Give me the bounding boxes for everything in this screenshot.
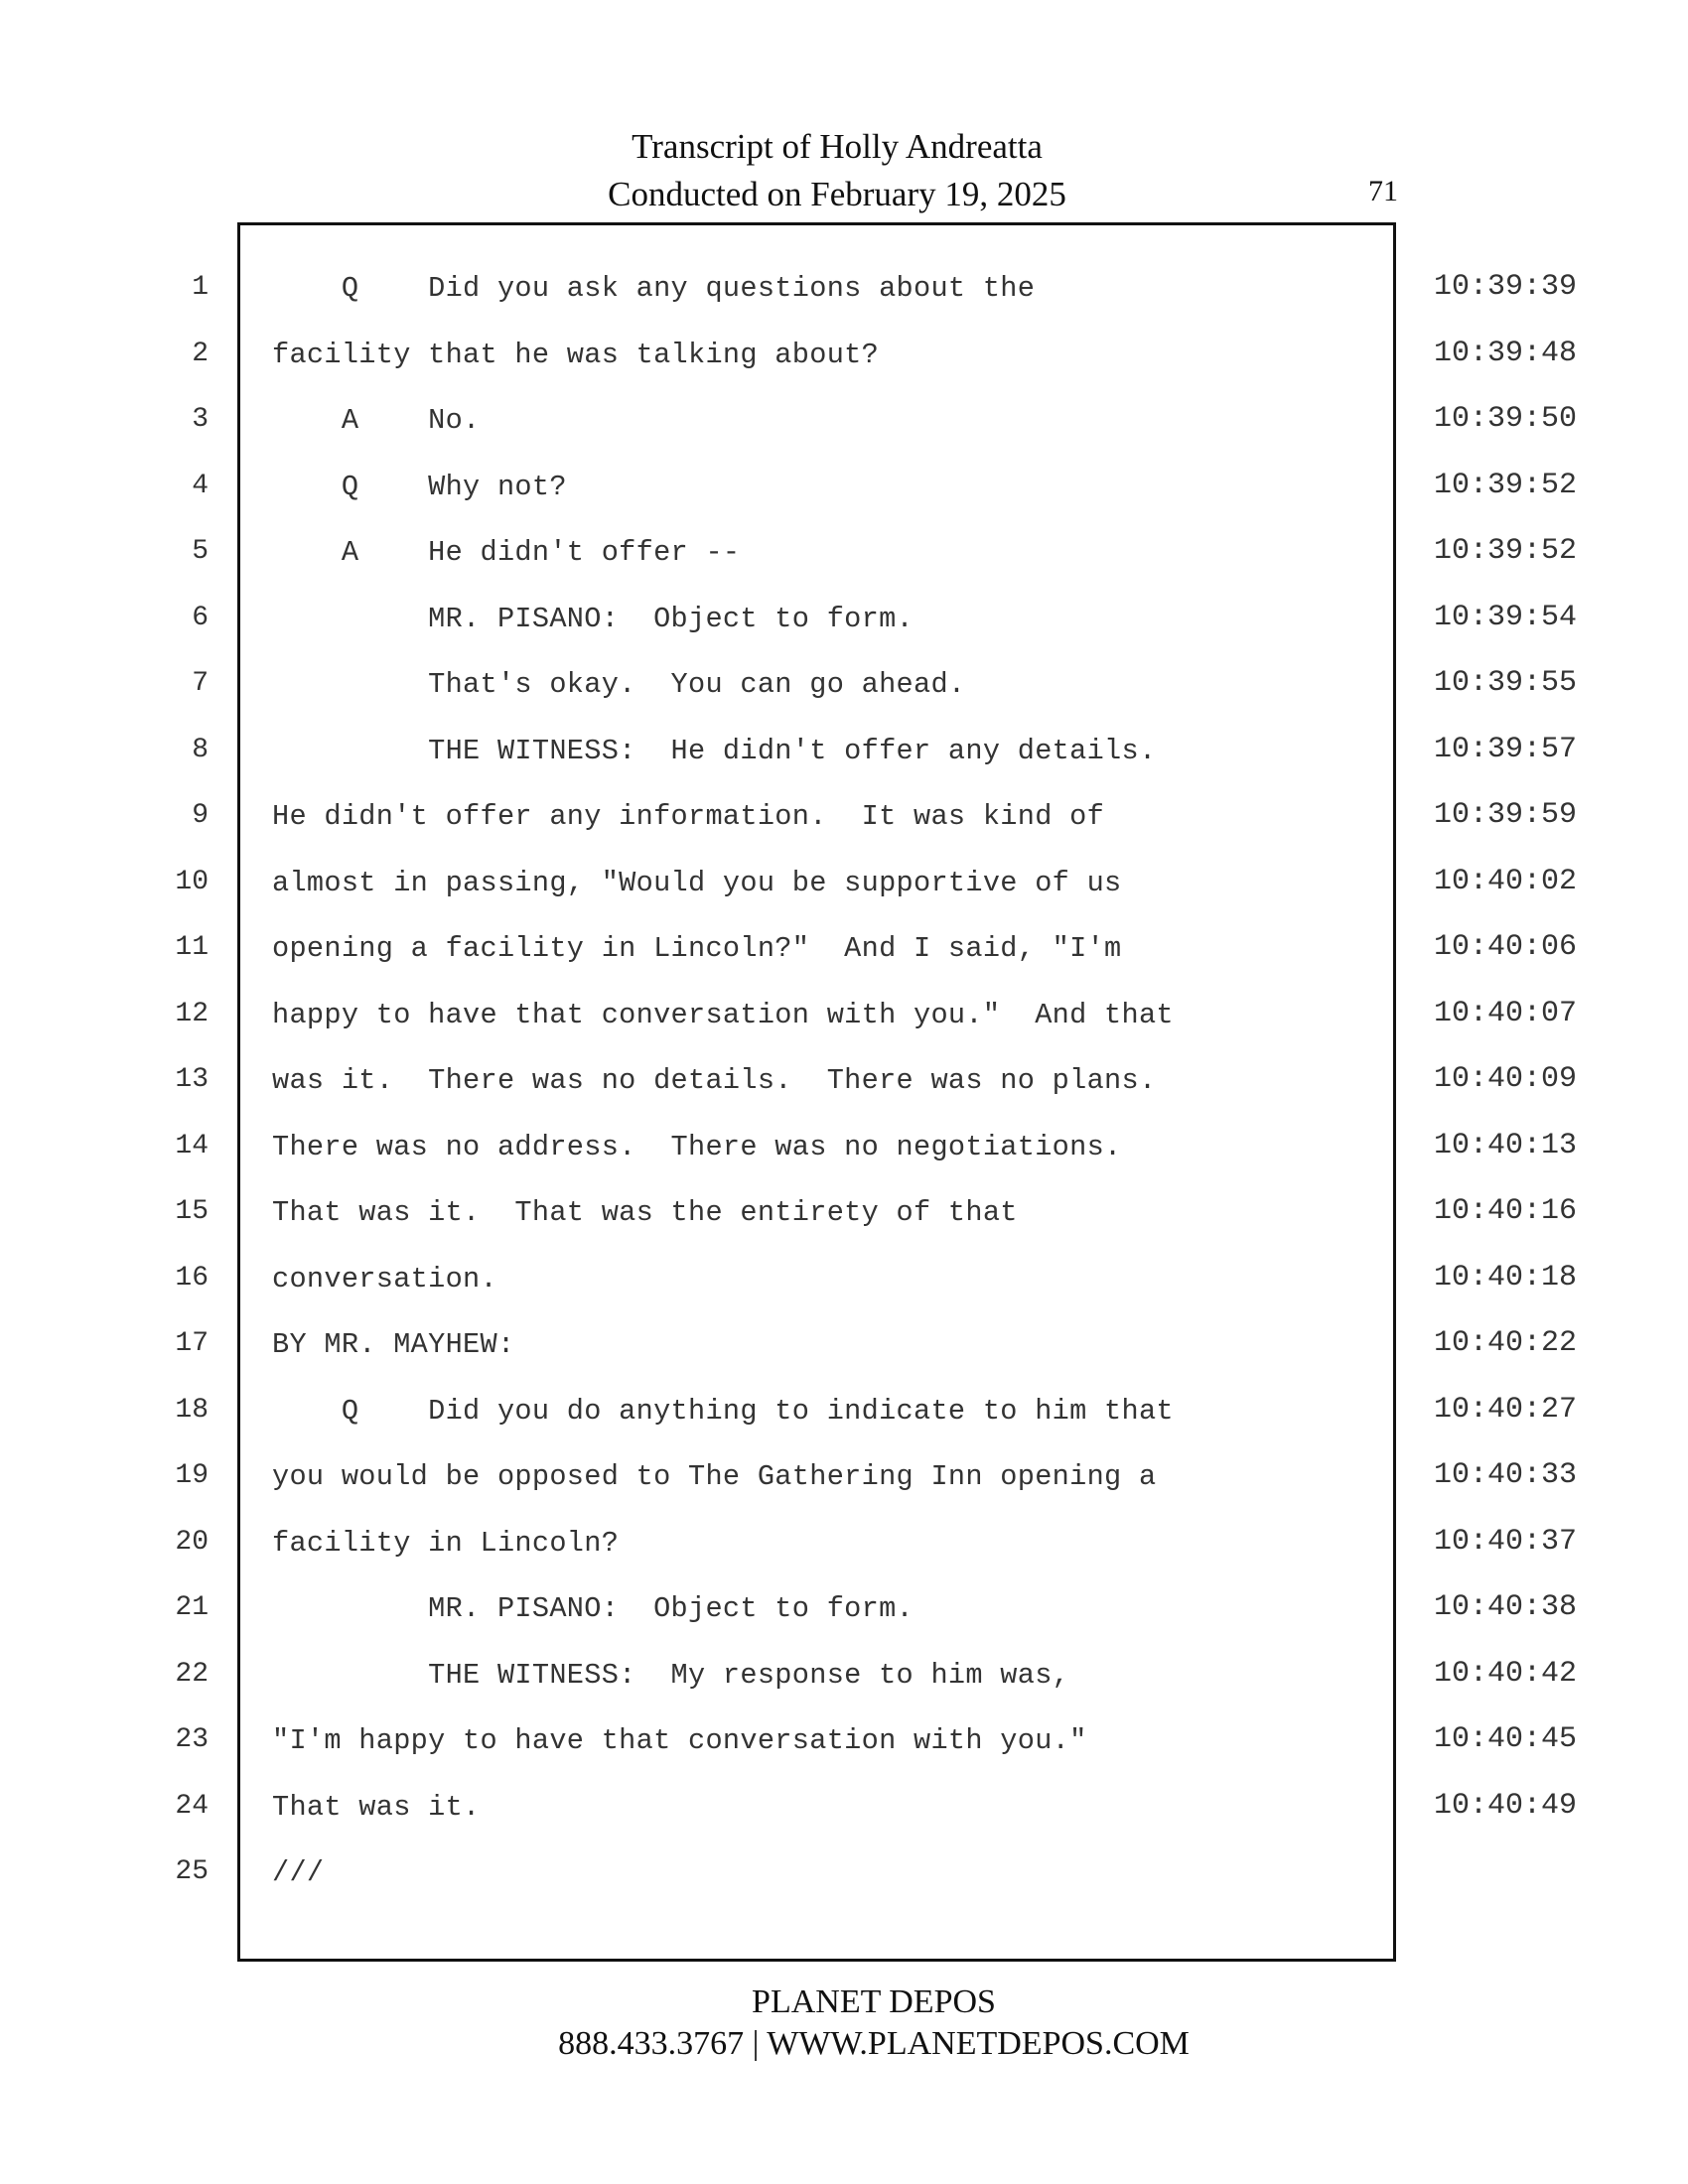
line-number: 10: [175, 867, 209, 897]
line-number: 5: [192, 536, 209, 567]
line-timestamp: 10:39:48: [1434, 337, 1578, 370]
line-number: 1: [192, 272, 209, 303]
line-text: Q Did you do anything to indicate to him that: [272, 1395, 1174, 1428]
line-text: A No.: [272, 404, 481, 437]
line-text: He didn't offer any information. It was kind of: [272, 800, 1105, 833]
line-number: 21: [175, 1592, 209, 1623]
line-text: opening a facility in Lincoln?" And I said, "I'm: [272, 932, 1122, 965]
line-timestamp: 10:40:06: [1434, 930, 1578, 964]
line-number: 9: [192, 800, 209, 831]
line-timestamp: 10:40:22: [1434, 1326, 1578, 1360]
line-text: MR. PISANO: Object to form.: [272, 1592, 914, 1625]
line-number: 6: [192, 603, 209, 633]
line-timestamp: 10:40:45: [1434, 1722, 1578, 1756]
footer-contact: 888.433.3767 | WWW.PLANETDEPOS.COM: [558, 2025, 1190, 2062]
line-number: 17: [175, 1328, 209, 1359]
line-timestamp: 10:39:39: [1434, 270, 1578, 304]
line-number: 20: [175, 1527, 209, 1558]
line-text: conversation.: [272, 1263, 497, 1296]
line-number: 3: [192, 404, 209, 435]
line-number: 25: [175, 1856, 209, 1887]
transcript-date: Conducted on February 19, 2025: [608, 175, 1066, 213]
line-timestamp: 10:39:52: [1434, 534, 1578, 568]
line-number: 13: [175, 1064, 209, 1095]
line-number: 24: [175, 1791, 209, 1822]
line-number: 18: [175, 1395, 209, 1426]
line-number: 8: [192, 735, 209, 765]
line-timestamp: 10:40:33: [1434, 1458, 1578, 1492]
line-text: happy to have that conversation with you." And that: [272, 999, 1174, 1031]
line-text: "I'm happy to have that conversation with you.": [272, 1724, 1087, 1757]
line-timestamp: 10:40:42: [1434, 1657, 1578, 1691]
line-text: MR. PISANO: Object to form.: [272, 603, 914, 635]
line-text: you would be opposed to The Gathering Inn opening a: [272, 1460, 1157, 1493]
line-timestamp: 10:39:54: [1434, 601, 1578, 634]
line-timestamp: 10:40:16: [1434, 1194, 1578, 1228]
line-text: Q Why not?: [272, 471, 567, 503]
line-timestamp: 10:39:55: [1434, 666, 1578, 700]
line-text: THE WITNESS: He didn't offer any details.: [272, 735, 1157, 767]
line-timestamp: 10:39:59: [1434, 798, 1578, 832]
footer-company: PLANET DEPOS: [752, 1983, 996, 2020]
line-number: 23: [175, 1724, 209, 1755]
line-text: ///: [272, 1856, 325, 1889]
line-text: That was it. That was the entirety of that: [272, 1196, 1018, 1229]
line-timestamp: 10:40:49: [1434, 1789, 1578, 1823]
line-timestamp: 10:40:02: [1434, 865, 1578, 898]
line-number: 22: [175, 1659, 209, 1690]
line-text: Q Did you ask any questions about the: [272, 272, 1036, 305]
line-number: 14: [175, 1131, 209, 1161]
line-number: 12: [175, 999, 209, 1029]
line-text: almost in passing, "Would you be supportive of us: [272, 867, 1122, 899]
transcript-title: Transcript of Holly Andreatta: [632, 127, 1043, 166]
line-text: facility that he was talking about?: [272, 339, 880, 371]
line-number: 2: [192, 339, 209, 369]
page-number: 71: [1368, 175, 1398, 207]
line-text: BY MR. MAYHEW:: [272, 1328, 515, 1361]
line-text: That was it.: [272, 1791, 481, 1824]
line-timestamp: 10:40:38: [1434, 1590, 1578, 1624]
line-number: 16: [175, 1263, 209, 1294]
line-timestamp: 10:40:37: [1434, 1525, 1578, 1559]
line-text: facility in Lincoln?: [272, 1527, 620, 1560]
line-timestamp: 10:40:27: [1434, 1393, 1578, 1427]
line-number: 4: [192, 471, 209, 501]
line-number: 15: [175, 1196, 209, 1227]
line-number: 11: [175, 932, 209, 963]
line-text: A He didn't offer --: [272, 536, 741, 569]
line-number: 19: [175, 1460, 209, 1491]
line-timestamp: 10:40:18: [1434, 1261, 1578, 1295]
line-text: That's okay. You can go ahead.: [272, 668, 966, 701]
line-timestamp: 10:39:50: [1434, 402, 1578, 436]
line-timestamp: 10:40:13: [1434, 1129, 1578, 1162]
line-timestamp: 10:40:07: [1434, 997, 1578, 1030]
line-timestamp: 10:40:09: [1434, 1062, 1578, 1096]
line-timestamp: 10:39:57: [1434, 733, 1578, 766]
line-number: 7: [192, 668, 209, 699]
line-timestamp: 10:39:52: [1434, 469, 1578, 502]
line-text: THE WITNESS: My response to him was,: [272, 1659, 1070, 1692]
line-text: There was no address. There was no negotiations.: [272, 1131, 1122, 1163]
line-text: was it. There was no details. There was no plans.: [272, 1064, 1157, 1097]
